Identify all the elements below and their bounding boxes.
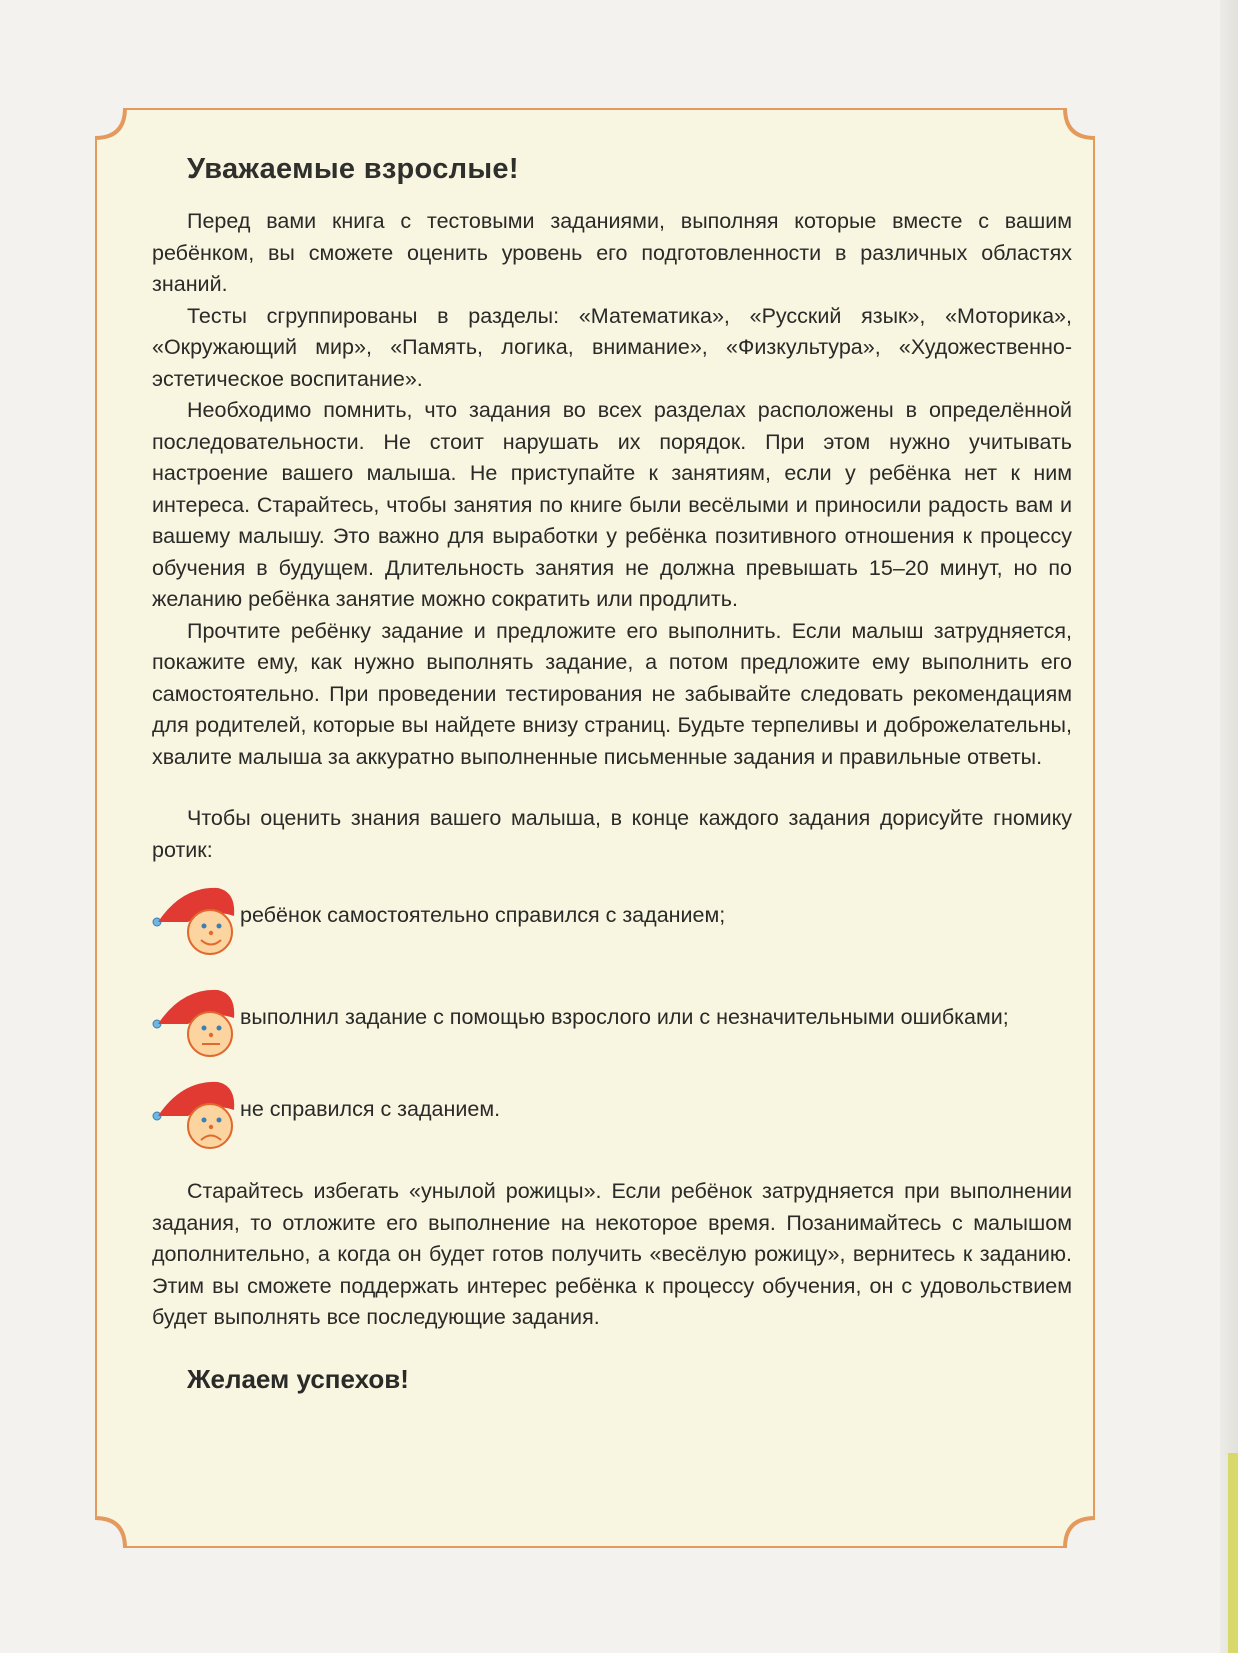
page-edge-tab [1228,1453,1238,1653]
paragraph-instructions: Прочтите ребёнку задание и предложите его выполнить. Если малыш затрудняется, покажите ему, как нужно выполнять задание, а потом предложите ему выполнить его самостоятельно. При проведении тестирования не забывайте следовать рекомендациям для родителей, которые вы найдете внизу страниц. Будьте терпеливы и доброжелательны, хвалите малыша за аккуратно выполненные письменные задания и правильные ответы. [152,618,1072,769]
paragraph-sections: Тесты сгруппированы в разделы: «Математика», «Русский язык», «Моторика», «Окружающий мир», «Память, логика, внимание», «Физкультура», «Художественно-эстетическое воспитание». [152,303,1072,391]
page-edge [1220,0,1238,1653]
sad-gnome-icon [152,1074,240,1154]
happy-gnome-icon [152,880,240,960]
legend-item-sad [152,1074,1072,1154]
legend-text-neutral: выполнил задание с помощью взрослого или с незначительными ошибками; [240,1005,1009,1029]
content-frame [95,108,1095,1548]
paragraph-advice: Старайтесь избегать «унылой рожицы». Если ребёнок затрудняется при выполнении задания, то отложите его выполнение на некоторое время. Позанимайтесь с малышом дополнительно, а когда он будет готов получить «весёлую рожицу», вернитесь к заданию. Этим вы сможете поддержать интерес ребёнка к процессу обучения, он с удовольствием будет выполнять все последующие задания. [152,1179,1072,1329]
paragraph-intro: Перед вами книга с тестовыми заданиями, выполняя которые вместе с вашим ребёнком, вы сможете оценить уровень его подготовленности в различных областях знаний. [152,209,1072,296]
legend-text-sad: не справился с заданием. [240,1097,501,1121]
legend-text-happy: ребёнок самостоятельно справился с заданием; [240,903,726,927]
closing-wish: Желаем успехов! [187,1363,409,1394]
legend-item-neutral [152,982,1072,1062]
paragraph-order: Необходимо помнить, что задания во всех разделах расположены в определённой последовательности. Не стоит нарушать их порядок. При этом нужно учитывать настроение вашего малыша. Не приступайте к занятиям, если у ребёнка нет к ним интереса. Старайтесь, чтобы занятия по книге были весёлыми и приносили радость вам и вашему малышу. Это важно для выработки у ребёнка позитивного отношения к процессу обучения в будущем. Длительность занятия не должна превышать 15–20 минут, но по желанию ребёнка занятие можно сократить или продлить. [152,398,1072,611]
legend-intro: Чтобы оценить знания вашего малыша, в конце каждого задания дорисуйте гномику ротик: [152,806,1072,862]
neutral-gnome-icon [152,982,240,1062]
content [152,153,1072,1395]
legend-item-happy [152,880,1072,960]
page-title: Уважаемые взрослые! [187,153,519,185]
